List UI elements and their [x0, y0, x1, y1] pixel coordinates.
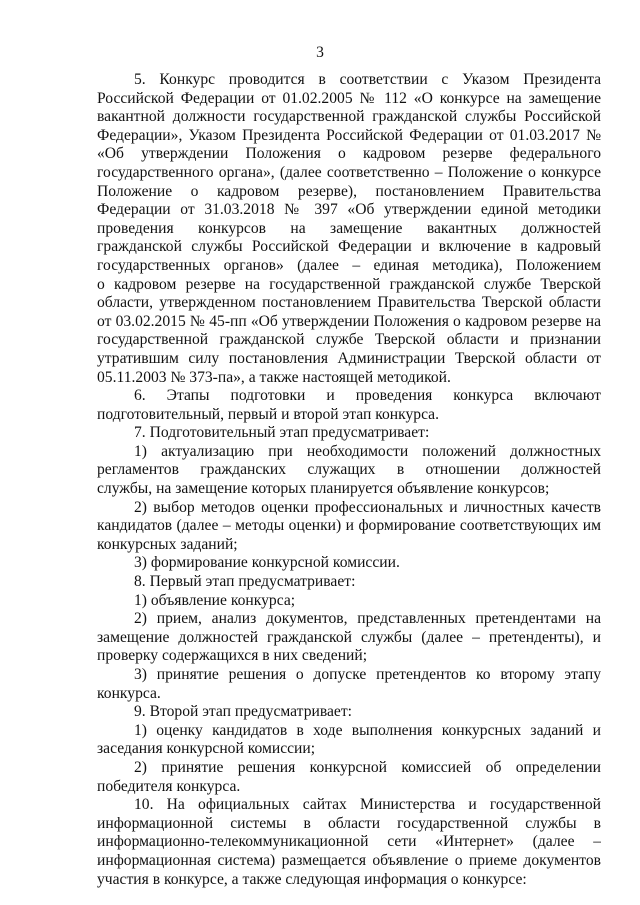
text-line: информационная система) размещается объявление о приеме документов [97, 851, 601, 869]
text-line: Федерации от 31.03.2018 № 397 «Об утверждении единой методики [97, 201, 601, 219]
text-line: заседания конкурсной комиссии; [97, 740, 316, 758]
text-line: государственных органов» (далее – единая методика), Положением [97, 256, 601, 274]
text-line: 2) принятие решения конкурсной комиссией об определении [134, 758, 601, 776]
text-line: информационно-телекоммуникационной сети «Интернет» (далее – [97, 833, 601, 851]
text-line: «Об утверждении Положения о кадровом резерве федерального [97, 145, 601, 163]
text-line: от 03.02.2015 № 45-пп «Об утверждении Положения о кадровом резерве на [97, 312, 601, 330]
text-line: участия в конкурсе, а также следующая информация о конкурсе: [97, 870, 527, 888]
text-line: конкурса. [97, 684, 161, 702]
text-line: 3) формирование конкурсной комиссии. [134, 554, 400, 572]
text-line: кандидатов (далее – методы оценки) и формирование соответствующих им [97, 517, 601, 535]
text-line: 1) актуализацию при необходимости положений должностных [134, 442, 601, 460]
text-line: гражданской службы Российской Федерации и включение в кадровый [97, 238, 601, 256]
text-line: информационной системы в области государственной службы в [97, 814, 601, 832]
text-line: проведения конкурсов на замещение вакантных должностей [97, 219, 601, 237]
text-line: 8. Первый этап предусматривает: [134, 573, 356, 591]
text-line: о кадровом резерве на государственной гражданской службе Тверской [97, 275, 601, 293]
text-line: службы, на замещение которых планируется объявление конкурсов; [97, 480, 550, 498]
text-line: 2) выбор методов оценки профессиональных и личностных качеств [134, 498, 601, 516]
text-line: Федерации», Указом Президента Российской Федерации от 01.03.2017 № [97, 126, 601, 144]
text-line: 9. Второй этап предусматривает: [134, 703, 352, 721]
text-line: государственной гражданской службе Тверской области и признании [97, 331, 601, 349]
text-line: Российской Федерации от 01.02.2005 № 112 «О конкурсе на замещение [97, 89, 601, 107]
text-line: государственного органа», (далее соответственно – Положение о конкурсе [97, 163, 601, 181]
text-line: Положение о кадровом резерве), постановлением Правительства [97, 182, 601, 200]
text-line: 1) оценку кандидатов в ходе выполнения конкурсных заданий и [134, 721, 601, 739]
page-number: 3 [316, 44, 324, 61]
text-line: 6. Этапы подготовки и проведения конкурса включают [134, 387, 601, 405]
text-line: подготовительный, первый и второй этап конкурса. [97, 405, 440, 423]
text-line: 7. Подготовительный этап предусматривает: [134, 424, 430, 442]
text-line: области, утвержденном постановлением Правительства Тверской области [97, 294, 601, 312]
text-line: 2) прием, анализ документов, представленных претендентами на [134, 610, 601, 628]
document-body [97, 71, 601, 889]
text-line: вакантной должности государственной гражданской службы Российской [97, 108, 601, 126]
text-line: регламентов гражданских служащих в отношении должностей [97, 461, 601, 479]
text-line: 10. На официальных сайтах Министерства и государственной [134, 796, 601, 814]
text-line: конкурсных заданий; [97, 535, 238, 553]
text-line: проверку содержащихся в них сведений; [97, 647, 368, 665]
text-line: 05.11.2003 № 373-па», а также настоящей методикой. [97, 368, 451, 386]
text-line: утратившим силу постановления Администрации Тверской области от [97, 349, 601, 367]
text-line: замещение должностей гражданской службы (далее – претенденты), и [97, 628, 601, 646]
text-line: 3) принятие решения о допуске претендентов ко второму этапу [134, 666, 601, 683]
text-line: 1) объявление конкурса; [134, 591, 296, 609]
text-line: победителя конкурса. [97, 777, 241, 795]
text-line: 5. Конкурс проводится в соответствии с Указом Президента [134, 71, 601, 88]
